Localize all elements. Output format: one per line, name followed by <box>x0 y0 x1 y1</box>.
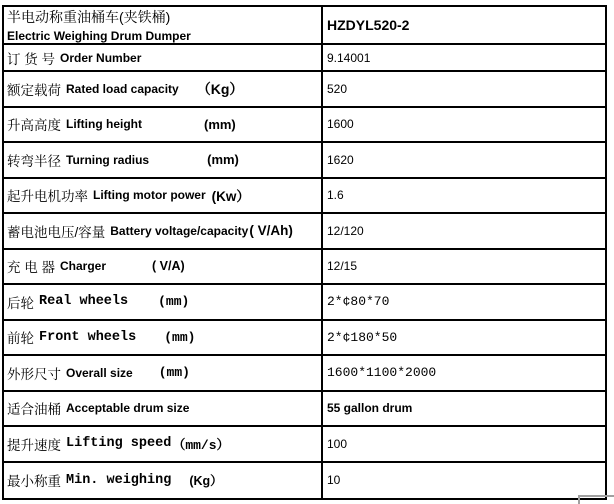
row-product-title <box>4 7 605 45</box>
spec-value-cell <box>323 45 605 70</box>
label-unit: (mm) <box>158 294 190 310</box>
label-zh: 转弯半径 <box>7 153 61 169</box>
spec-value: 2*¢180*50 <box>327 329 398 345</box>
spec-value-cell <box>323 463 605 499</box>
label-unit: ( V/Ah) <box>249 223 293 239</box>
product-title-zh: 半电动称重油桶车(夹铁桶) <box>7 9 171 25</box>
label-en: Lifting motor power <box>93 188 206 203</box>
label-en: Overall size <box>66 365 133 380</box>
label-en: Real wheels <box>39 294 129 310</box>
spec-value-cell <box>323 285 605 319</box>
label-unit: (Kg） <box>189 474 223 489</box>
spec-label-cell <box>4 214 323 248</box>
label-en: Rated load capacity <box>66 81 179 96</box>
spec-value: 1600*1100*2000 <box>327 365 437 381</box>
spec-value-cell <box>323 392 605 426</box>
spec-value: 1620 <box>327 152 354 167</box>
adjacent-frame-corner <box>578 495 614 504</box>
spec-label-cell <box>4 321 323 355</box>
label-unit: (mm) <box>158 365 190 381</box>
spec-value-cell <box>323 321 605 355</box>
spec-value: 12/120 <box>327 223 364 238</box>
label-unit: (mm) <box>203 116 236 132</box>
label-en: Battery voltage/capacity <box>110 223 249 238</box>
spec-value: 1600 <box>327 117 354 132</box>
label-unit: (mm) <box>207 152 239 168</box>
label-en: Order Number <box>60 50 142 65</box>
spec-value-cell <box>323 179 605 213</box>
row-order-number <box>4 45 605 72</box>
product-title-cell <box>4 7 323 43</box>
row-min-weighing <box>4 463 605 499</box>
row-lifting-height <box>4 108 605 144</box>
spec-label-cell <box>4 72 323 106</box>
spec-value: 520 <box>327 81 348 96</box>
spec-label-cell <box>4 356 323 390</box>
row-lifting-speed <box>4 427 605 463</box>
label-zh: 后轮 <box>7 295 34 311</box>
product-spec-table <box>2 5 607 500</box>
spec-value: 100 <box>327 436 348 451</box>
model-number: HZDYL520-2 <box>327 17 410 33</box>
label-zh: 充 电 器 <box>7 260 56 276</box>
label-unit: （mm/s） <box>172 438 230 454</box>
label-unit: (mm) <box>164 329 196 345</box>
spec-value-cell <box>323 143 605 177</box>
spec-label-cell <box>4 463 323 499</box>
label-zh: 提升速度 <box>7 437 61 453</box>
row-charger <box>4 250 605 286</box>
label-zh: 适合油桶 <box>7 402 61 418</box>
label-en: Turning radius <box>66 152 150 167</box>
label-zh: 起升电机功率 <box>7 189 88 205</box>
spec-label-cell <box>4 250 323 284</box>
label-unit: (Kw） <box>211 189 250 205</box>
label-zh: 升高高度 <box>7 118 61 134</box>
spec-value: 10 <box>327 473 341 488</box>
model-number-cell <box>323 7 605 43</box>
row-battery-voltage-capacity <box>4 214 605 250</box>
row-rated-load-capacity <box>4 72 605 108</box>
spec-value: 55 gallon drum <box>327 401 413 416</box>
row-lifting-motor-power <box>4 179 605 215</box>
spec-value: 12/15 <box>327 259 358 274</box>
row-overall-size <box>4 356 605 392</box>
label-unit: ( V/A) <box>152 259 185 274</box>
label-en: Min. weighing <box>66 472 172 488</box>
label-zh: 前轮 <box>7 331 34 347</box>
spec-label-cell <box>4 143 323 177</box>
spec-label-cell <box>4 45 323 70</box>
spec-value-cell <box>323 72 605 106</box>
label-zh: 额定载荷 <box>7 82 61 98</box>
spec-label-cell <box>4 392 323 426</box>
spec-label-cell <box>4 285 323 319</box>
label-zh: 外形尺寸 <box>7 366 61 382</box>
label-zh: 订 货 号 <box>7 51 56 67</box>
row-acceptable-drum-size <box>4 392 605 428</box>
spec-value-cell <box>323 427 605 461</box>
spec-label-cell <box>4 108 323 142</box>
row-front-wheels <box>4 321 605 357</box>
spec-value: 1.6 <box>327 188 344 203</box>
label-unit: （Kg） <box>196 80 244 97</box>
spec-value-cell <box>323 214 605 248</box>
spec-value-cell <box>323 108 605 142</box>
label-zh: 最小称重 <box>7 474 61 490</box>
label-en: Charger <box>60 259 107 274</box>
product-title-en: Electric Weighing Drum Dumper <box>7 29 191 43</box>
label-en: Lifting height <box>66 117 142 132</box>
spec-label-cell <box>4 427 323 461</box>
row-turning-radius <box>4 143 605 179</box>
label-en: Front wheels <box>39 329 137 345</box>
label-en: Acceptable drum size <box>66 401 190 416</box>
spec-value: 2*¢80*70 <box>327 294 390 310</box>
spec-value-cell <box>323 356 605 390</box>
label-en: Lifting speed <box>66 436 172 452</box>
spec-value: 9.14001 <box>327 50 371 65</box>
spec-value-cell <box>323 250 605 284</box>
row-rear-wheels <box>4 285 605 321</box>
spec-label-cell <box>4 179 323 213</box>
label-zh: 蓄电池电压/容量 <box>7 224 106 240</box>
